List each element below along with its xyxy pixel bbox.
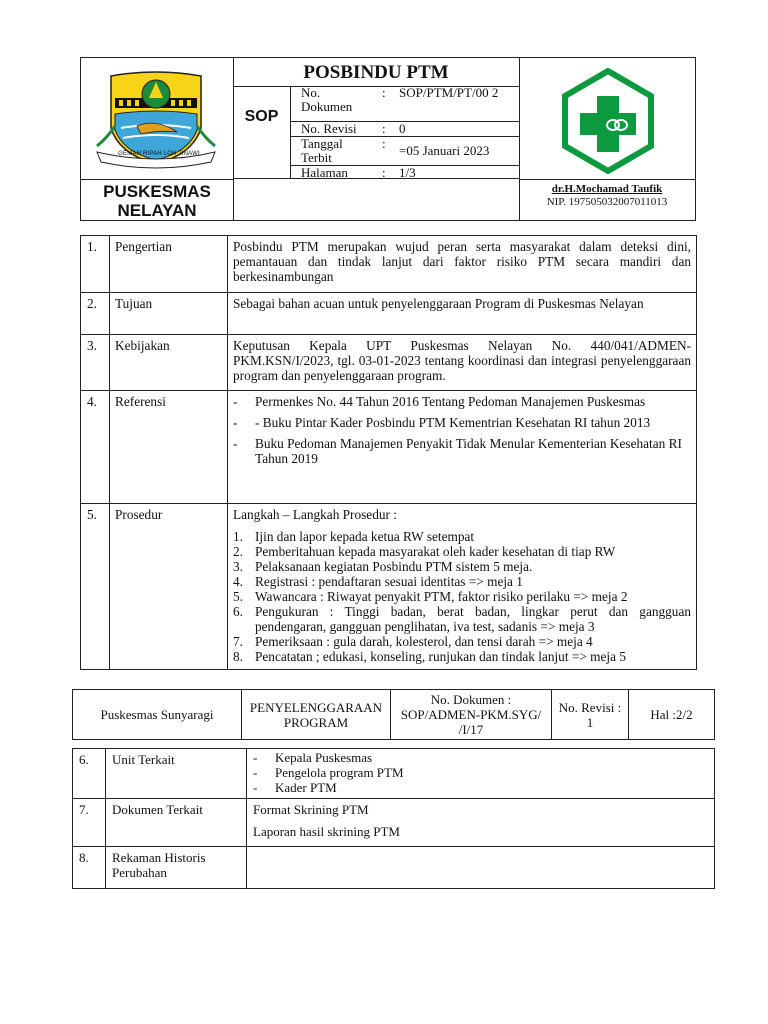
row-number: 4. [81, 391, 110, 504]
list-item: 7. Pemeriksaan : gula darah, kolesterol, dan tensi darah => meja 4 [233, 634, 593, 649]
sop-label: SOP [244, 108, 279, 125]
list-item: 5. Wawancara : Riwayat penyakit PTM, faktor risiko perilaku => meja 2 [233, 589, 628, 604]
row-text-pengertian: Posbindu PTM merupakan wujud peran serta masyarakat dalam deteksi dini, pemantauan dan tindak lanjut dari faktor risiko PTM secara mandiri dan berkesinambungan [228, 236, 697, 293]
footer-program: PENYELENGGARAAN PROGRAM [242, 690, 391, 740]
sop-content-table-2 [72, 748, 715, 889]
signer-nip: NIP. 197505032007011013 [546, 196, 668, 208]
meta-value-tanggal-terbit: =05 Januari 2023 [399, 143, 490, 158]
table-row [81, 391, 697, 504]
row-label: Kebijakan [110, 335, 228, 391]
row-label: Unit Terkait [106, 749, 247, 799]
row-text-tujuan: Sebagai bahan acuan untuk penyelenggaraan Program di Puskesmas Nelayan [228, 293, 697, 335]
prosedur-steps [233, 529, 691, 664]
dokumen-line: Format Skrining PTM [253, 802, 369, 817]
list-item: 1. Ijin dan lapor kepada ketua RW setempat [233, 529, 475, 544]
list-item: - Kepala Puskesmas [253, 750, 708, 765]
signer-name: dr.H.Mochamad Taufik [551, 183, 663, 195]
table-row [73, 847, 715, 889]
list-item: 6. Pengukuran : Tinggi badan, berat badan, lingkar perut dan gangguan pendengaran, gangguan penglihatan, iva test, sadanis => meja 3 [233, 604, 691, 634]
list-item: 4. Registrasi : pendaftaran sesuai identitas => meja 1 [233, 574, 523, 589]
row-text-kebijakan: Keputusan Kepala UPT Puskesmas Nelayan No. 440/041/ADMEN-PKM.KSN/I/2023, tgl. 03-01-2023 tentang koordinasi dan integrasi penyelenggaraan program dan penyelenggaraan program. [228, 335, 697, 391]
puskesmas-logo [555, 68, 661, 174]
meta-value-no-revisi: 0 [399, 121, 406, 136]
footer-hal: Hal :2/2 [629, 690, 715, 740]
dokumen-line: Laporan hasil skrining PTM [253, 824, 400, 839]
meta-label-no-revisi: No. Revisi [301, 121, 357, 136]
list-item: 3. Pelaksanaan kegiatan Posbindu PTM sistem 5 meja. [233, 559, 533, 574]
meta-sep: : [382, 121, 386, 136]
meta-label-halaman: Halaman [301, 165, 348, 180]
meta-value-no-dokumen: SOP/PTM/PT/00 2 [399, 85, 499, 100]
org-name-line1: PUSKESMAS [103, 182, 211, 201]
row-number: 2. [81, 293, 110, 335]
rekaman-empty-cell [247, 847, 715, 889]
prosedur-intro: Langkah – Langkah Prosedur : [233, 507, 397, 522]
row-label: Tujuan [110, 293, 228, 335]
meta-label-tanggal-terbit: Tanggal Terbit [301, 136, 343, 165]
sop-content-table [80, 235, 697, 670]
footer-revisi: No. Revisi : 1 [552, 690, 629, 740]
row-number: 5. [81, 504, 110, 670]
row-label: Dokumen Terkait [106, 799, 247, 847]
page2-header-table [72, 689, 715, 740]
table-row [73, 749, 715, 799]
table-row [81, 293, 697, 335]
meta-sep: : [382, 85, 386, 100]
footer-org: Puskesmas Sunyaragi [73, 690, 242, 740]
table-row [73, 799, 715, 847]
row-label: Rekaman Historis Perubahan [106, 847, 247, 889]
list-item: - Permenkes No. 44 Tahun 2016 Tentang Pedoman Manajemen Puskesmas [233, 394, 691, 409]
unit-terkait-list [253, 750, 708, 795]
org-name-line2: NELAYAN [117, 201, 197, 220]
list-item: 2. Pemberitahuan kepada masyarakat oleh kader kesehatan di tiap RW [233, 544, 616, 559]
list-item: - Buku Pedoman Manajemen Penyakit Tidak Menular Kementerian Kesehatan RI Tahun 2019 [233, 436, 691, 466]
meta-value-halaman: 1/3 [399, 165, 416, 180]
document-header [80, 57, 696, 221]
page-title: POSBINDU PTM [303, 62, 449, 83]
referensi-list [233, 394, 691, 466]
row-number: 1. [81, 236, 110, 293]
list-item: - Kader PTM [253, 780, 708, 795]
row-label: Prosedur [110, 504, 228, 670]
row-label: Referensi [110, 391, 228, 504]
row-number: 8. [73, 847, 106, 889]
meta-label-no-dokumen: No. Dokumen [301, 85, 353, 114]
table-row [81, 236, 697, 293]
row-number: 7. [73, 799, 106, 847]
list-item: - - Buku Pintar Kader Posbindu PTM Kementrian Kesehatan RI tahun 2013 [233, 415, 691, 430]
logo-motto: GEMAH RIPAH LOH JINAWI [118, 151, 200, 157]
row-label: Pengertian [110, 236, 228, 293]
list-item: 8. Pencatatan ; edukasi, konseling, runjukan dan tindak lanjut => meja 5 [233, 649, 626, 664]
row-number: 3. [81, 335, 110, 391]
meta-sep: : [382, 136, 386, 151]
table-row [81, 504, 697, 670]
row-number: 6. [73, 749, 106, 799]
table-row [81, 335, 697, 391]
list-item: - Pengelola program PTM [253, 765, 708, 780]
footer-doc-no: No. Dokumen : SOP/ADMEN-PKM.SYG/ /I/17 [391, 690, 552, 740]
meta-sep: : [382, 165, 386, 180]
